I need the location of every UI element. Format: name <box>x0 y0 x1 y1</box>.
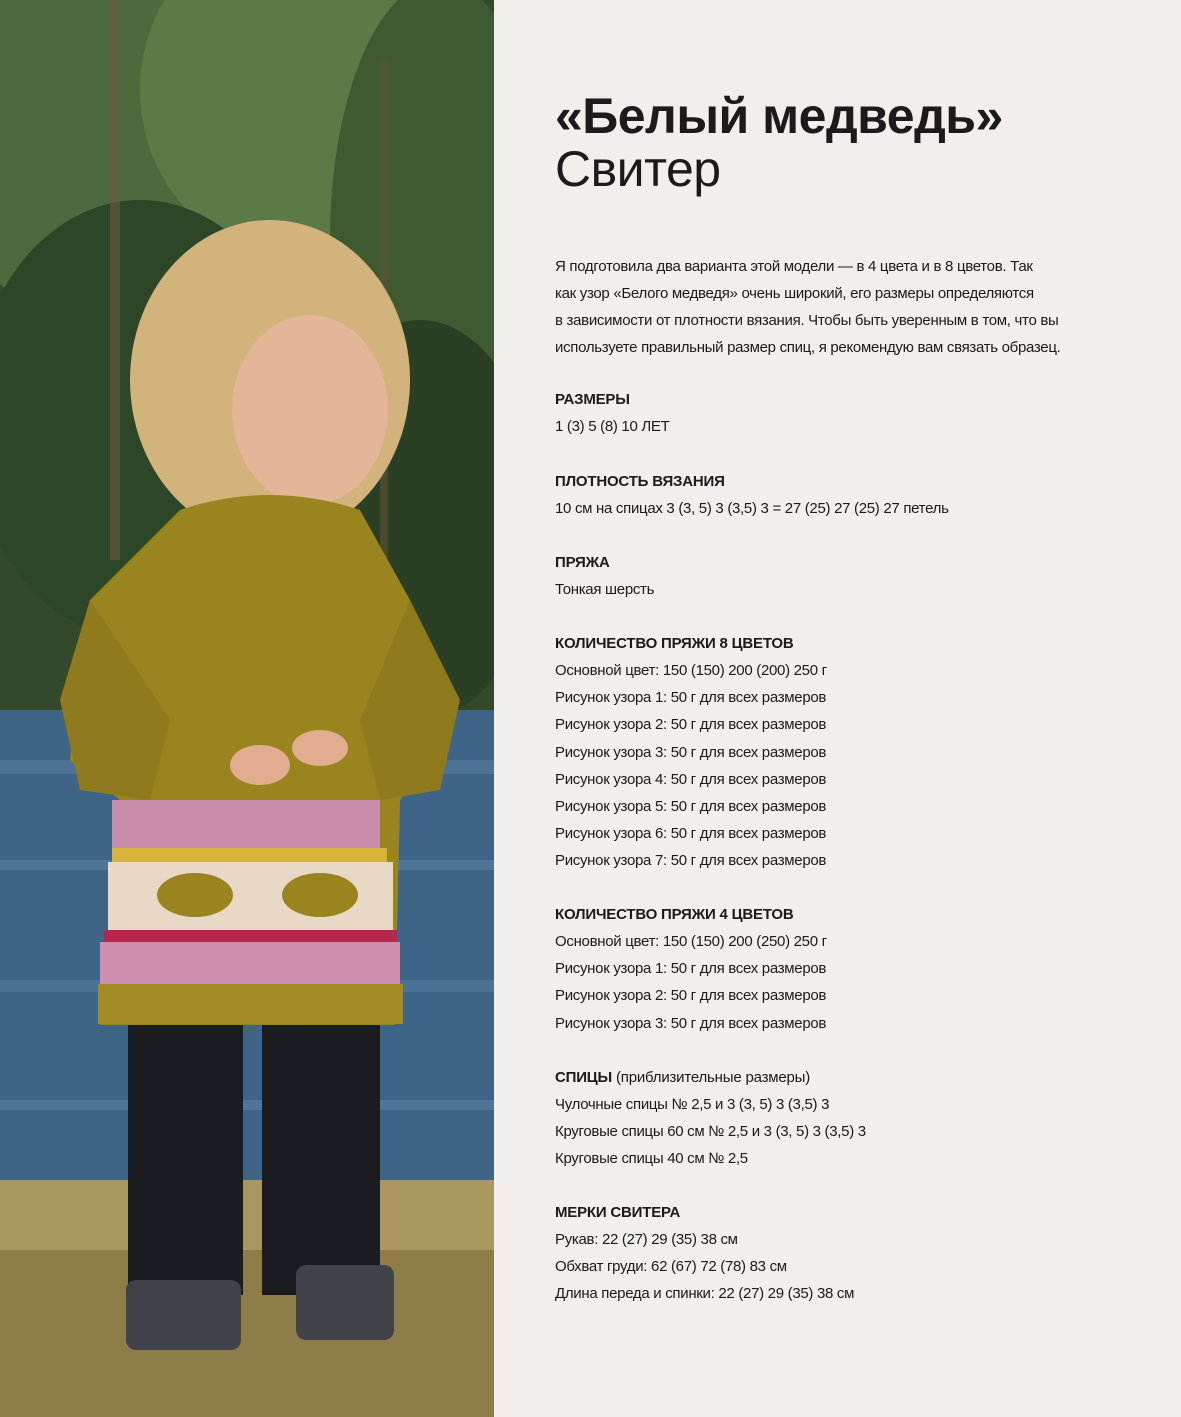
section-line: Рисунок узора 1: 50 г для всех размеров <box>555 689 827 707</box>
section-heading: КОЛИЧЕСТВО ПРЯЖИ 8 ЦВЕТОВ <box>555 635 794 652</box>
section-line: Рисунок узора 3: 50 г для всех размеров <box>555 1014 827 1032</box>
section-measurements <box>555 1199 854 1308</box>
page-subtitle: Свитер <box>555 141 721 197</box>
section-line: Основной цвет: 150 (150) 200 (200) 250 г <box>555 662 827 679</box>
section-heading: ПЛОТНОСТЬ ВЯЗАНИЯ <box>555 473 725 490</box>
section-yarn <box>555 549 654 603</box>
child-in-sweater-photo <box>0 0 494 1417</box>
section-line: Рисунок узора 7: 50 г для всех размеров <box>555 852 827 870</box>
section-heading: ПРЯЖА <box>555 554 610 571</box>
section-line: Круговые спицы 40 см № 2,5 <box>555 1150 748 1168</box>
page-title: «Белый медведь» <box>555 88 1003 144</box>
section-line: Рисунок узора 2: 50 г для всех размеров <box>555 716 827 734</box>
section-sizes <box>555 386 669 440</box>
section-heading-note: (приблизительные размеры) <box>612 1069 811 1086</box>
section-gauge <box>555 468 949 522</box>
intro-line: Я подготовила два варианта этой модели — в 4 цвета и в 8 цветов. Так <box>555 258 1033 275</box>
section-yarn-8-colors <box>555 630 827 875</box>
section-line: Рукав: 22 (27) 29 (35) 38 см <box>555 1231 738 1248</box>
section-yarn-4-colors <box>555 901 827 1037</box>
photo-panel <box>0 0 494 1417</box>
section-line: Рисунок узора 4: 50 г для всех размеров <box>555 770 827 788</box>
section-heading: КОЛИЧЕСТВО ПРЯЖИ 4 ЦВЕТОВ <box>555 906 794 923</box>
section-heading <box>555 1064 866 1091</box>
section-line: Длина переда и спинки: 22 (27) 29 (35) 38 см <box>555 1285 855 1303</box>
intro-line: в зависимости от плотности вязания. Чтобы быть уверенным в том, что вы <box>555 312 1059 329</box>
section-line: Рисунок узора 6: 50 г для всех размеров <box>555 825 827 843</box>
intro-paragraph <box>555 253 1155 361</box>
section-line: Рисунок узора 1: 50 г для всех размеров <box>555 960 827 978</box>
section-line: Рисунок узора 5: 50 г для всех размеров <box>555 798 827 816</box>
section-line: Чулочные спицы № 2,5 и 3 (3, 5) 3 (3,5) 3 <box>555 1096 830 1113</box>
section-line: Рисунок узора 2: 50 г для всех размеров <box>555 987 827 1005</box>
section-line: 1 (3) 5 (8) 10 ЛЕТ <box>555 418 670 435</box>
section-line: Основной цвет: 150 (150) 200 (250) 250 г <box>555 933 827 950</box>
section-line: 10 см на спицах 3 (3, 5) 3 (3,5) 3 = 27 (25) 27 (25) 27 петель <box>555 500 949 517</box>
intro-line: как узор «Белого медведя» очень широкий, его размеры определяются <box>555 285 1034 302</box>
section-line: Рисунок узора 3: 50 г для всех размеров <box>555 743 827 761</box>
section-heading-text: СПИЦЫ <box>555 1069 613 1086</box>
section-needles <box>555 1064 866 1173</box>
intro-line: используете правильный размер спиц, я рекомендую вам связать образец. <box>555 339 1061 356</box>
section-line: Обхват груди: 62 (67) 72 (78) 83 см <box>555 1258 787 1276</box>
section-heading: РАЗМЕРЫ <box>555 391 630 408</box>
section-line: Круговые спицы 60 см № 2,5 и 3 (3, 5) 3 (3,5) 3 <box>555 1123 866 1141</box>
section-heading: МЕРКИ СВИТЕРА <box>555 1204 681 1221</box>
section-line: Тонкая шерсть <box>555 581 655 598</box>
